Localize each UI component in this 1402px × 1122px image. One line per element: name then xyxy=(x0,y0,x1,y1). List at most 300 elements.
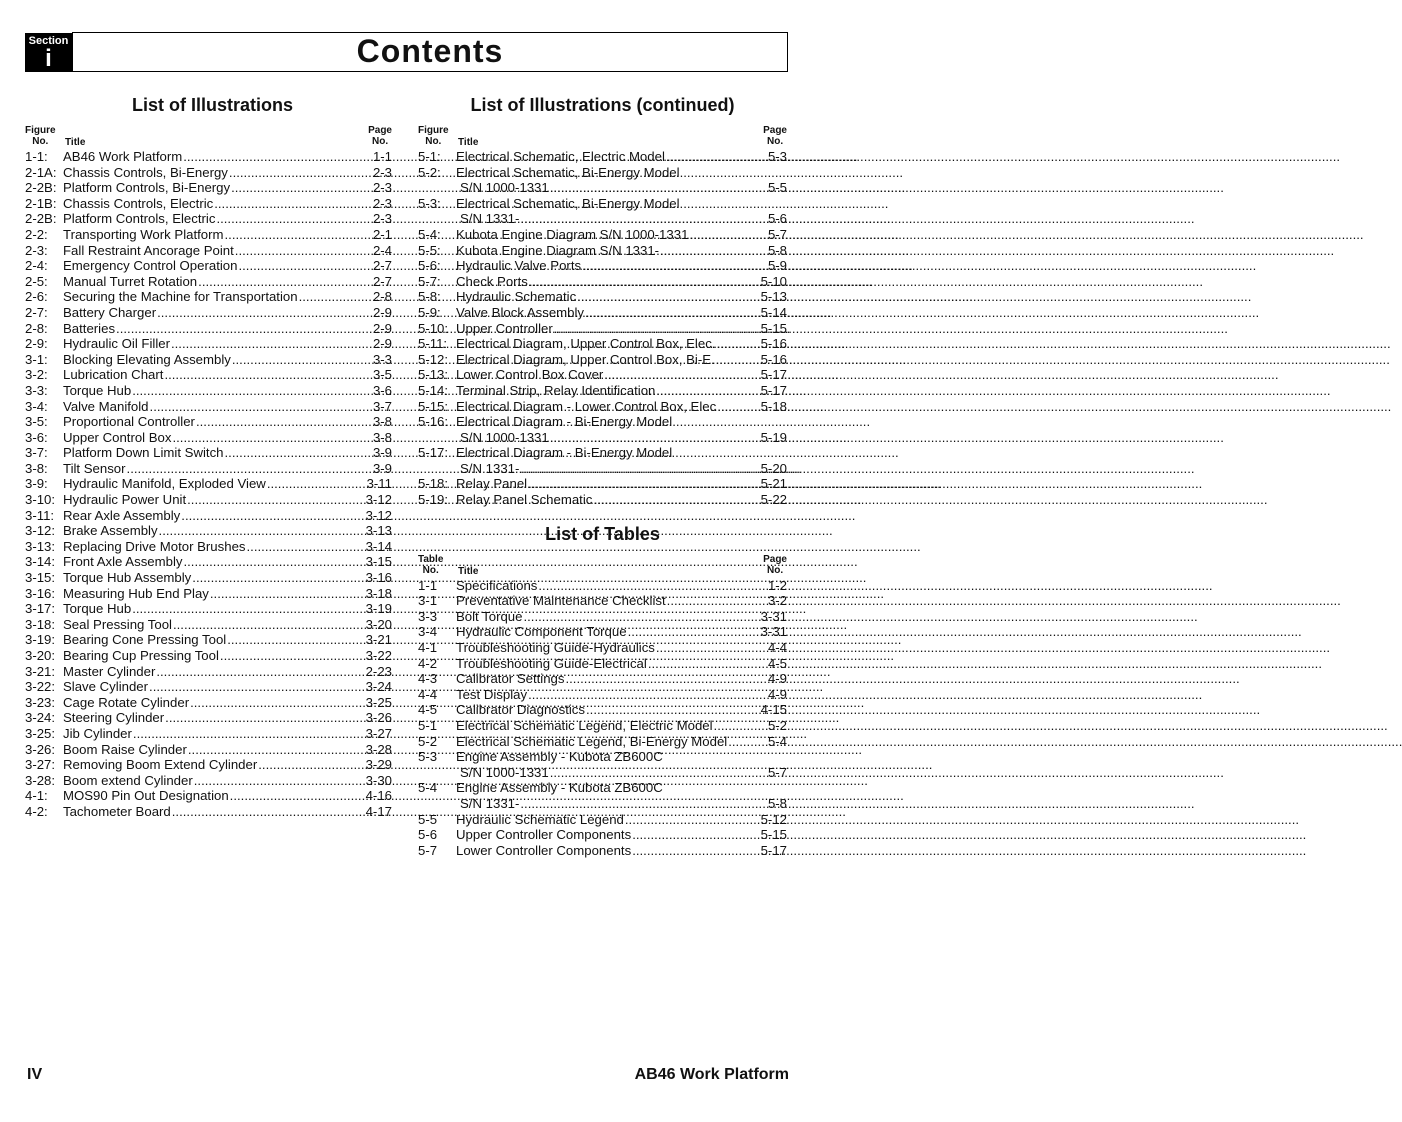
illustration-entry[interactable] xyxy=(25,461,392,477)
illustration-entry[interactable] xyxy=(25,664,392,680)
entry-number: 4-5 xyxy=(418,702,438,718)
illustration-entry[interactable] xyxy=(25,227,392,243)
illustration-entry[interactable] xyxy=(418,476,787,492)
illustration-entry[interactable] xyxy=(25,492,392,508)
dot-leader xyxy=(194,773,364,789)
illustration-entry[interactable] xyxy=(25,383,392,399)
entry-number: 5-6 xyxy=(418,827,438,843)
illustration-entry[interactable] xyxy=(418,414,787,430)
illustration-entry[interactable] xyxy=(25,165,392,181)
figure-header-line1: Figure xyxy=(418,125,449,136)
table-entry[interactable] xyxy=(418,827,787,843)
dot-leader xyxy=(157,305,371,321)
dot-leader xyxy=(538,578,766,594)
dot-leader xyxy=(172,804,364,820)
entry-title: Tachometer Board xyxy=(63,803,171,819)
entry-number: 5-19: xyxy=(418,492,449,508)
entry-number: 4-4 xyxy=(418,686,438,702)
entry-page: 5-21 xyxy=(760,476,787,492)
entry-page: 4-17 xyxy=(365,803,392,819)
entry-page: 5-12 xyxy=(760,811,787,827)
entry-title: Upper Control Box xyxy=(63,429,172,445)
entry-title: Blocking Elevating Assembly xyxy=(63,351,231,367)
entry-title: Manual Turret Rotation xyxy=(63,273,198,289)
entry-title: Removing Boom Extend Cylinder xyxy=(63,757,258,773)
entry-number: 5-1: xyxy=(418,149,441,164)
entry-title: Jib Cylinder xyxy=(63,725,132,741)
entry-title: Torque Hub xyxy=(63,382,132,398)
illustration-entry[interactable] xyxy=(25,742,392,758)
table-entry[interactable] xyxy=(418,578,787,594)
table-entry[interactable] xyxy=(418,734,787,750)
illustration-entry[interactable] xyxy=(25,180,392,196)
page-title: Contents xyxy=(356,33,504,69)
entry-page: 3-21 xyxy=(365,632,392,648)
entry-page: 3-28 xyxy=(365,741,392,757)
entry-page: 3-7 xyxy=(372,398,392,414)
entry-number: 3-12: xyxy=(25,523,56,539)
entry-number: 2-2B: xyxy=(25,180,57,196)
illustration-entry[interactable] xyxy=(418,321,787,337)
entry-title: Relay Panel Schematic xyxy=(456,492,593,508)
entry-page: 3-19 xyxy=(365,601,392,617)
entry-title: Calibrator Diagnostics xyxy=(456,702,585,718)
entry-title: Hydraulic Manifold, Exploded View xyxy=(63,476,266,492)
entry-number: 3-3 xyxy=(418,608,438,624)
entry-number: 4-1: xyxy=(25,788,48,804)
dot-leader xyxy=(656,640,766,656)
entry-page: 5-8 xyxy=(767,242,787,258)
entry-number: 5-16: xyxy=(418,414,449,430)
dot-leader xyxy=(529,274,759,290)
entry-page: 5-2 xyxy=(767,718,787,733)
entry-number: 3-6: xyxy=(25,429,48,445)
dot-leader xyxy=(577,289,758,305)
dot-leader xyxy=(660,243,766,259)
dot-leader xyxy=(210,586,364,602)
page-no-header xyxy=(763,554,787,576)
entry-page: 5-16 xyxy=(760,336,787,352)
illustration-entry[interactable] xyxy=(418,399,787,415)
illustration-entry[interactable] xyxy=(25,726,392,742)
illustration-entry[interactable] xyxy=(25,367,392,383)
entry-page: 3-8 xyxy=(372,414,392,430)
illustration-entry[interactable] xyxy=(25,804,392,820)
illustration-entry[interactable] xyxy=(25,788,392,804)
entry-title: Terminal Strip, Relay Identification xyxy=(456,382,656,398)
entry-number: 5-1 xyxy=(418,718,438,733)
entry-title: Hydraulic Valve Ports xyxy=(456,258,582,274)
entry-page: 3-16 xyxy=(365,570,392,586)
entry-number: 5-14: xyxy=(418,382,449,398)
illustration-entry[interactable] xyxy=(418,165,787,181)
figure-header-line2: No. xyxy=(425,136,442,147)
dot-leader xyxy=(150,399,371,415)
entry-number: 3-20: xyxy=(25,648,56,663)
entry-title: Cage Rotate Cylinder xyxy=(63,694,190,710)
tables-list xyxy=(418,578,787,859)
illustration-entry[interactable] xyxy=(418,227,787,243)
dot-leader xyxy=(192,570,363,586)
dot-leader xyxy=(183,554,363,570)
table-no-header xyxy=(418,554,443,576)
entry-number: 2-1A: xyxy=(25,164,57,180)
illustration-entry[interactable] xyxy=(25,274,392,290)
entry-number: 2-8: xyxy=(25,320,48,336)
dot-leader xyxy=(632,843,758,859)
illustration-entry[interactable] xyxy=(25,305,392,321)
dot-leader xyxy=(232,352,371,368)
table-entry[interactable] xyxy=(418,593,787,609)
dot-leader xyxy=(181,508,363,524)
entry-page: 2-9 xyxy=(372,320,392,336)
entry-page: 2-3 xyxy=(372,211,392,227)
section-number: i xyxy=(45,45,52,72)
illustration-entry[interactable] xyxy=(25,258,392,274)
illustration-entry[interactable] xyxy=(25,196,392,212)
illustration-entry[interactable] xyxy=(25,352,392,368)
entry-title: Hydraulic Component Torque xyxy=(456,624,627,640)
entry-title: S/N 1331- xyxy=(460,795,520,811)
entry-title: Hydraulic Schematic xyxy=(456,289,577,305)
table-entry[interactable] xyxy=(418,624,787,640)
illustration-entry[interactable] xyxy=(418,430,787,446)
page-no-header xyxy=(763,125,787,147)
illustrations-continued-heading: List of Illustrations (continued) xyxy=(470,95,735,115)
entry-title: Emergency Control Operation xyxy=(63,258,238,274)
illustration-entry[interactable] xyxy=(25,445,392,461)
entry-number: 3-18: xyxy=(25,616,56,632)
entry-page: 5-14 xyxy=(760,304,787,320)
dot-leader xyxy=(133,726,364,742)
right-column xyxy=(418,93,787,858)
entry-title: Platform Controls, Electric xyxy=(63,211,216,227)
entry-page: 5-18 xyxy=(760,398,787,414)
entry-title: Brake Assembly xyxy=(63,523,158,539)
dot-leader xyxy=(528,687,766,703)
illustrations-column xyxy=(25,93,392,820)
entry-page: 5-17 xyxy=(760,382,787,398)
entry-title: Troubleshooting Guide-Electrical xyxy=(456,655,647,671)
table-entry[interactable] xyxy=(418,796,787,812)
entry-title: Engine Assembly - Kubota ZB600C xyxy=(456,749,663,765)
entry-title: Rear Axle Assembly xyxy=(63,507,181,523)
dot-leader xyxy=(188,742,364,758)
dot-leader xyxy=(656,383,758,399)
table-entry[interactable] xyxy=(418,718,787,734)
entry-page: 5-7 xyxy=(767,764,787,780)
entry-page: 5-19 xyxy=(760,429,787,445)
illustrations-heading: List of Illustrations xyxy=(131,95,293,115)
illustrations-continued-list xyxy=(418,149,787,508)
illustration-entry[interactable] xyxy=(25,632,392,648)
illustration-entry[interactable] xyxy=(418,243,787,259)
entry-title: Batteries xyxy=(63,320,116,336)
entry-page: 2-3 xyxy=(372,180,392,196)
entry-page: 5-7 xyxy=(767,226,787,242)
entry-number: 3-2: xyxy=(25,367,48,383)
entry-title: Replacing Drive Motor Brushes xyxy=(63,538,246,554)
entry-page: 2-23 xyxy=(365,663,392,679)
illustration-entry[interactable] xyxy=(418,461,787,477)
entry-number: 5-5 xyxy=(418,811,438,827)
dot-leader xyxy=(164,367,371,383)
title-header: Title xyxy=(65,137,86,148)
illustration-entry[interactable] xyxy=(25,149,392,165)
entry-title: Upper Controller Components xyxy=(456,827,632,843)
dot-leader xyxy=(183,149,371,165)
entry-page: 2-3 xyxy=(372,164,392,180)
entry-page: 2-4 xyxy=(372,242,392,258)
entry-title: Securing the Machine for Transportation xyxy=(63,289,298,305)
figure-header-line1: Figure xyxy=(25,125,56,136)
dot-leader xyxy=(299,289,371,305)
entry-page: 5-15 xyxy=(760,827,787,843)
page-header-line1: Page xyxy=(368,125,392,136)
entry-title: Master Cylinder xyxy=(63,663,156,679)
illustration-entry[interactable] xyxy=(25,679,392,695)
illustration-entry[interactable] xyxy=(25,570,392,586)
illustration-entry[interactable] xyxy=(418,180,787,196)
entry-page: 3-2 xyxy=(767,593,787,609)
entry-title: Specifications xyxy=(456,577,538,593)
dot-leader xyxy=(625,812,759,828)
illustration-entry[interactable] xyxy=(418,336,787,352)
illustration-entry[interactable] xyxy=(25,617,392,633)
entry-title: Tilt Sensor xyxy=(63,460,126,476)
entry-page: 3-3 xyxy=(372,351,392,367)
illustration-entry[interactable] xyxy=(25,289,392,305)
entry-page: 5-16 xyxy=(760,351,787,367)
entry-title: Engine Assembly - Kubota ZB600C xyxy=(456,780,663,796)
illustration-entry[interactable] xyxy=(25,414,392,430)
entry-page: 3-6 xyxy=(372,382,392,398)
entry-page: 4-4 xyxy=(767,640,787,656)
entry-number: 5-3 xyxy=(418,749,438,765)
entry-title: Electrical Diagram - Bi-Energy Model xyxy=(456,445,673,461)
illustration-entry[interactable] xyxy=(25,601,392,617)
tables-column-header xyxy=(418,554,787,578)
entry-page: 5-9 xyxy=(767,258,787,274)
table-entry[interactable] xyxy=(418,749,787,765)
dot-leader xyxy=(593,492,758,508)
illustration-entry[interactable] xyxy=(25,695,392,711)
entry-page: 2-1 xyxy=(372,226,392,242)
illustration-entry[interactable] xyxy=(25,710,392,726)
entry-number: 5-18: xyxy=(418,476,449,492)
page-header-line2: No. xyxy=(371,136,389,147)
entry-page: 5-5 xyxy=(767,180,787,196)
illustration-entry[interactable] xyxy=(25,757,392,773)
entry-number: 5-10: xyxy=(418,320,449,336)
entry-page: 3-11 xyxy=(366,476,392,492)
illustration-entry[interactable] xyxy=(25,539,392,555)
entry-title: Torque Hub xyxy=(63,601,132,617)
illustration-entry[interactable] xyxy=(25,648,392,664)
page-no-header xyxy=(368,125,392,147)
entry-number: 5-8: xyxy=(418,289,441,305)
dot-leader xyxy=(586,702,759,718)
illustration-entry[interactable] xyxy=(418,352,787,368)
dot-leader xyxy=(225,445,371,461)
dot-leader xyxy=(565,671,765,687)
illustration-entry[interactable] xyxy=(418,149,787,165)
dot-leader xyxy=(714,718,766,734)
dot-leader xyxy=(728,734,766,750)
table-entry[interactable] xyxy=(418,609,787,625)
entry-title: Measuring Hub End Play xyxy=(63,585,209,601)
page-title-box xyxy=(72,32,788,72)
entry-number: 3-7: xyxy=(25,445,48,461)
entry-number: 3-1: xyxy=(25,351,48,367)
dot-leader xyxy=(247,539,364,555)
illustrations-list xyxy=(25,149,392,820)
illustration-entry[interactable] xyxy=(25,523,392,539)
entry-number: 2-3: xyxy=(25,242,48,258)
illustration-entry[interactable] xyxy=(25,399,392,415)
illustration-entry[interactable] xyxy=(25,773,392,789)
dot-leader xyxy=(235,243,371,259)
entry-page: 1-2 xyxy=(767,577,787,593)
entry-number: 4-1 xyxy=(418,640,438,656)
dot-leader xyxy=(523,609,758,625)
dot-leader xyxy=(220,648,364,664)
entry-number: 5-5: xyxy=(418,242,441,258)
dot-leader xyxy=(582,258,766,274)
illustration-entry[interactable] xyxy=(418,492,787,508)
entry-number: 5-4 xyxy=(418,780,438,796)
tables-heading: List of Tables xyxy=(545,523,660,544)
illustration-entry[interactable] xyxy=(418,367,787,383)
entry-title: Platform Controls, Bi-Energy xyxy=(63,180,231,196)
entry-page: 5-6 xyxy=(767,211,787,227)
dot-leader xyxy=(127,461,371,477)
dot-leader xyxy=(196,414,371,430)
entry-number: 3-17: xyxy=(25,601,56,617)
entry-number: 3-13: xyxy=(25,538,56,554)
entry-page: 5-17 xyxy=(760,367,787,383)
entry-number: 3-10: xyxy=(25,492,56,508)
entry-number: 4-2: xyxy=(25,803,48,819)
table-entry[interactable] xyxy=(418,702,787,718)
dot-leader xyxy=(198,274,371,290)
illustration-entry[interactable] xyxy=(418,289,787,305)
entry-title: Calibrator Settings xyxy=(456,671,565,687)
entry-page: 3-12 xyxy=(365,507,392,523)
dot-leader xyxy=(520,461,758,477)
illustration-entry[interactable] xyxy=(25,321,392,337)
entry-page: 1-1 xyxy=(372,149,392,164)
entry-number: 3-22: xyxy=(25,679,56,695)
entry-number: 5-11: xyxy=(418,336,448,352)
dot-leader xyxy=(258,757,363,773)
entry-title: Kubota Engine Diagram S/N 1000-1331 xyxy=(456,226,689,242)
entry-title: Hydraulic Power Unit xyxy=(63,492,187,508)
illustration-entry[interactable] xyxy=(25,336,392,352)
entry-page: 2-8 xyxy=(372,289,392,305)
illustration-entry[interactable] xyxy=(25,243,392,259)
illustrations-continued-column-header xyxy=(418,125,787,149)
dot-leader xyxy=(231,180,371,196)
footer-page-number: IV xyxy=(27,1066,43,1083)
dot-leader xyxy=(149,679,364,695)
entry-number: 1-1: xyxy=(25,149,48,164)
illustration-entry[interactable] xyxy=(418,211,787,227)
dot-leader xyxy=(666,149,766,165)
entry-title: Platform Down Limit Switch xyxy=(63,445,224,461)
entry-page: 4-15 xyxy=(760,702,787,718)
entry-page: 5-10 xyxy=(760,273,787,289)
table-entry[interactable] xyxy=(418,812,787,828)
table-entry[interactable] xyxy=(418,687,787,703)
entry-number: 3-19: xyxy=(25,632,56,648)
dot-leader xyxy=(159,523,364,539)
entry-page: 3-14 xyxy=(365,538,392,554)
illustration-entry[interactable] xyxy=(418,258,787,274)
entry-page: 5-15 xyxy=(760,320,787,336)
figure-no-header xyxy=(418,125,449,147)
entry-page: 3-31 xyxy=(760,608,787,624)
entry-page: 5-4 xyxy=(767,733,787,749)
entry-page: 5-8 xyxy=(767,795,787,811)
table-entry[interactable] xyxy=(418,780,787,796)
dot-leader xyxy=(716,336,758,352)
entry-number: 2-6: xyxy=(25,289,48,305)
entry-title: Electrical Schematic Legend, Bi-Energy Model xyxy=(456,733,728,749)
illustration-entry[interactable] xyxy=(25,211,392,227)
dot-leader xyxy=(132,601,363,617)
table-header-line1: Table xyxy=(418,553,444,565)
dot-leader xyxy=(190,695,364,711)
entry-number: 4-2 xyxy=(418,655,438,671)
illustration-entry[interactable] xyxy=(418,196,787,212)
entry-number: 2-4: xyxy=(25,258,48,274)
entry-number: 5-4: xyxy=(418,226,441,242)
illustration-entry[interactable] xyxy=(418,274,787,290)
entry-title: Hydraulic Schematic Legend xyxy=(456,811,624,827)
entry-number: 5-12: xyxy=(418,351,449,367)
entry-title: Steering Cylinder xyxy=(63,710,165,726)
entry-number: 2-1B: xyxy=(25,195,57,211)
table-entry[interactable] xyxy=(418,671,787,687)
dot-leader xyxy=(689,227,766,243)
entry-page: 2-7 xyxy=(372,258,392,274)
entry-number: 3-4: xyxy=(25,398,48,414)
dot-leader xyxy=(717,399,758,415)
footer-product-name: AB46 Work Platform xyxy=(634,1066,789,1083)
entry-number: 5-6: xyxy=(418,258,441,274)
entry-number: 3-4 xyxy=(418,624,438,640)
dot-leader xyxy=(628,624,759,640)
illustration-entry[interactable] xyxy=(418,445,787,461)
table-entry[interactable] xyxy=(418,640,787,656)
entry-number: 3-24: xyxy=(25,710,56,726)
illustration-entry[interactable] xyxy=(418,305,787,321)
entry-number: 5-15: xyxy=(418,398,449,414)
illustration-entry[interactable] xyxy=(25,430,392,446)
table-entry[interactable] xyxy=(418,656,787,672)
entry-title: Hydraulic Oil Filler xyxy=(63,336,170,352)
page-header-line1: Page xyxy=(763,553,787,565)
illustration-entry[interactable] xyxy=(25,586,392,602)
table-entry[interactable] xyxy=(418,765,787,781)
table-entry[interactable] xyxy=(418,843,787,859)
illustration-entry[interactable] xyxy=(25,508,392,524)
illustration-entry[interactable] xyxy=(25,476,392,492)
illustration-entry[interactable] xyxy=(25,554,392,570)
illustration-entry[interactable] xyxy=(418,383,787,399)
entry-number: 5-3: xyxy=(418,195,441,211)
